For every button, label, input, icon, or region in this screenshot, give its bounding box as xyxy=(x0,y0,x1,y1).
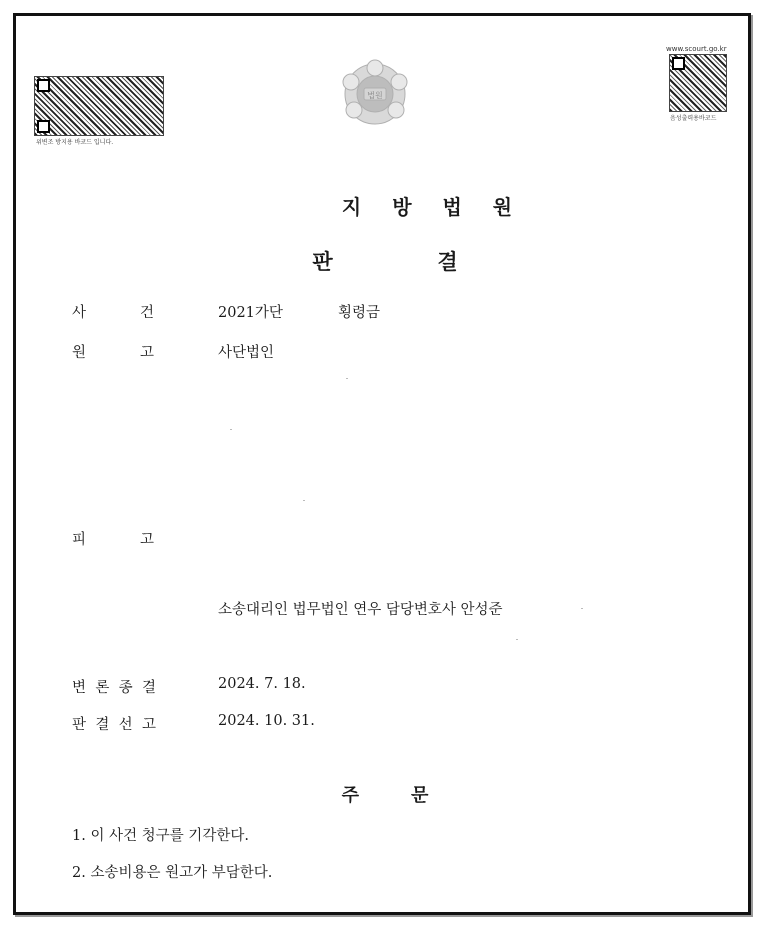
barcode-caption: 위변조 방지용 바코드 입니다. xyxy=(36,139,114,146)
defendant-counsel: 소송대리인 법무법인 연우 담당변호사 안성준 xyxy=(218,602,503,618)
court-url: www.scourt.go.kr xyxy=(666,45,727,53)
document-page xyxy=(13,13,751,915)
scan-speck xyxy=(303,500,305,501)
scan-speck xyxy=(516,639,518,640)
voice-barcode-caption: 음성출력용바코드 xyxy=(670,115,717,122)
plaintiff-value: 사단법인 xyxy=(218,345,275,361)
hearing-end-label: 변 론 종 결 xyxy=(72,680,156,696)
hearing-end-date: 2024. 7. 18. xyxy=(218,676,306,692)
order-item: 2. 소송비용은 원고가 부담한다. xyxy=(72,865,273,881)
voice-output-barcode xyxy=(669,54,727,112)
scan-speck xyxy=(230,429,232,430)
defendant-label: 피 고 xyxy=(72,532,154,548)
scan-speck xyxy=(581,608,583,609)
seal-text: 법원 xyxy=(367,91,383,100)
court-seal-icon xyxy=(336,54,414,132)
title-char: 결 xyxy=(437,250,458,274)
judgment-date-label: 판 결 선 고 xyxy=(72,717,156,733)
case-name: 횡령금 xyxy=(338,305,381,321)
case-label: 사 건 xyxy=(72,305,154,321)
order-heading: 주 문 xyxy=(341,785,429,806)
order-item: 1. 이 사건 청구를 기각한다. xyxy=(72,828,249,844)
anti-forgery-barcode xyxy=(34,76,164,136)
court-name: 지 방 법 원 xyxy=(341,195,525,219)
plaintiff-label: 원 고 xyxy=(72,345,154,361)
judgment-date: 2024. 10. 31. xyxy=(218,713,315,729)
scan-speck xyxy=(346,378,348,379)
document-title xyxy=(16,246,754,276)
case-number: 2021가단 xyxy=(218,305,283,321)
title-char: 판 xyxy=(312,250,333,274)
